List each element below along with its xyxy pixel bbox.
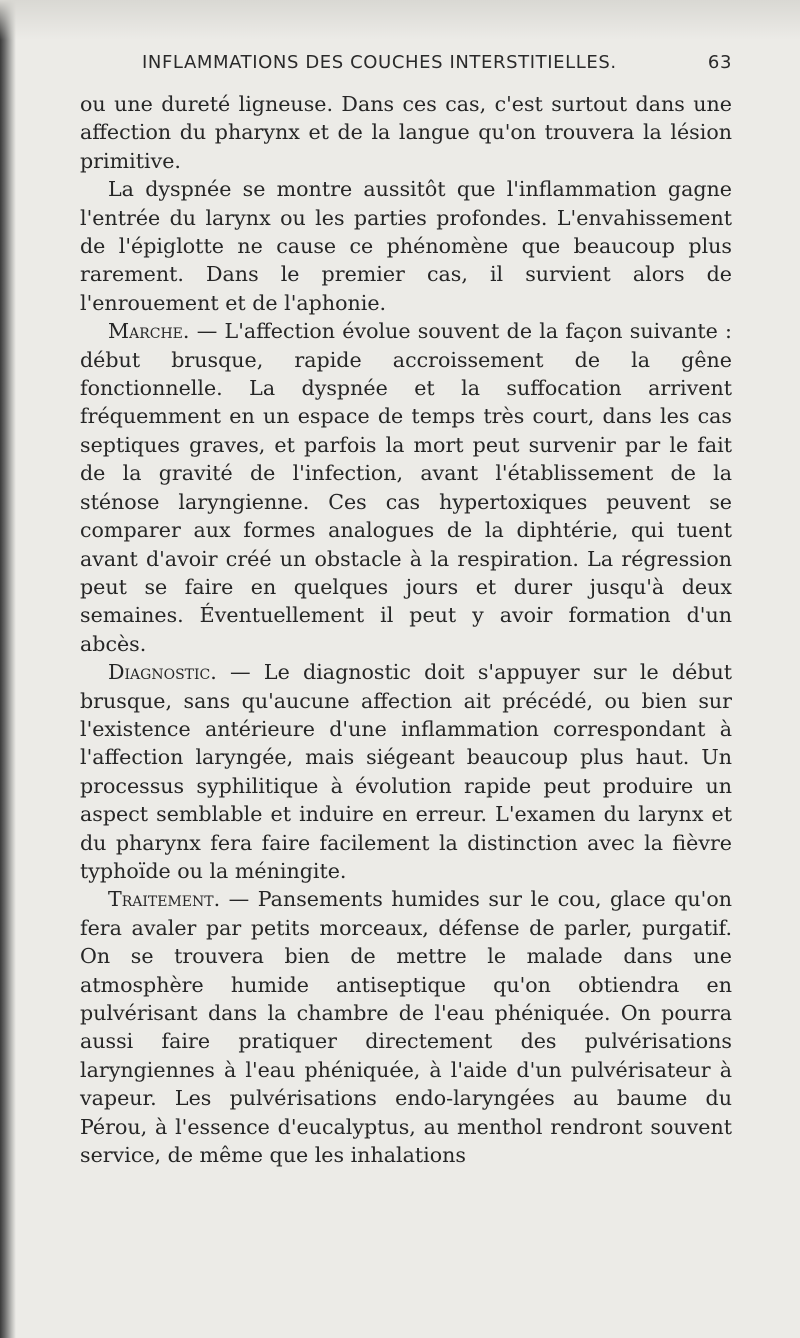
page-binding-edge [0,0,16,1338]
paragraph-text: — Le diagnostic doit s'appuyer sur le début brusque, sans qu'aucune affection ait précédé, ou bien sur l'existence antérieure d'une inflammation correspondant à l'affection laryngée, mais siégeant beaucoup plus haut. Un processus syphilitique à évolution rapide peut produire un aspect semblable et induire en erreur. L'examen du larynx et du pharynx fera faire facilement la distinction avec la fièvre typhoïde ou la méningite. [80,660,732,883]
paragraph-text: — L'affection évolue souvent de la façon suivante : début brusque, rapide accroissement de la gêne fonctionnelle. La dyspnée et la suffocation arrivent fréquemment en un espace de temps très court, dans les cas septiques graves, et parfois la mort peut survenir par le fait de la gravité de l'infection, avant l'établissement de la sténose laryngienne. Ces cas hypertoxiques peuvent se comparer aux formes analogues de la diphtérie, qui tuent avant d'avoir créé un obstacle à la respiration. La régression peut se faire en quelques jours et durer jusqu'à deux semaines. Éventuellement il peut y avoir formation d'un abcès. [80,319,732,656]
section-heading-diagnostic: Diagnostic. [108,660,217,685]
paragraph-marche [80,317,732,658]
book-page [80,48,732,1169]
paragraph-text: ou une dureté ligneuse. Dans ces cas, c'est surtout dans une affection du pharynx et de la langue qu'on trouvera la lésion primitive. [80,92,732,173]
body-text [80,90,732,1169]
page-number: 63 [707,52,732,73]
paragraph-diagnostic [80,658,732,885]
paragraph-text: — Pansements humides sur le cou, glace qu'on fera avaler par petits morceaux, défense de parler, purgatif. On se trouvera bien de mettre le malade dans une atmosphère humide antiseptique qu'on obtiendra en pulvérisant dans la chambre de l'eau phéniquée. On pourra aussi faire pratiquer directement des pulvérisations laryngiennes à l'eau phéniquée, à l'aide d'un pulvérisateur à vapeur. Les pulvérisations endo-laryngées au baume du Pérou, à l'essence d'eucalyptus, au menthol rendront souvent service, de même que les inhalations [80,887,732,1168]
running-title: INFLAMMATIONS DES COUCHES INTERSTITIELLES. [142,52,617,73]
page-top-shading [0,0,800,40]
paragraph-continuation [80,90,732,175]
section-heading-marche: Marche. [108,319,190,344]
paragraph-dyspnee [80,175,732,317]
running-head [80,48,732,78]
paragraph-text: La dyspnée se montre aussitôt que l'inflammation gagne l'entrée du larynx ou les parties profondes. L'envahissement de l'épiglotte ne cause ce phénomène que beaucoup plus rarement. Dans le premier cas, il survient alors de l'enrouement et de l'aphonie. [80,177,732,315]
paragraph-traitement [80,885,732,1169]
section-heading-traitement: Traitement. [108,887,221,912]
